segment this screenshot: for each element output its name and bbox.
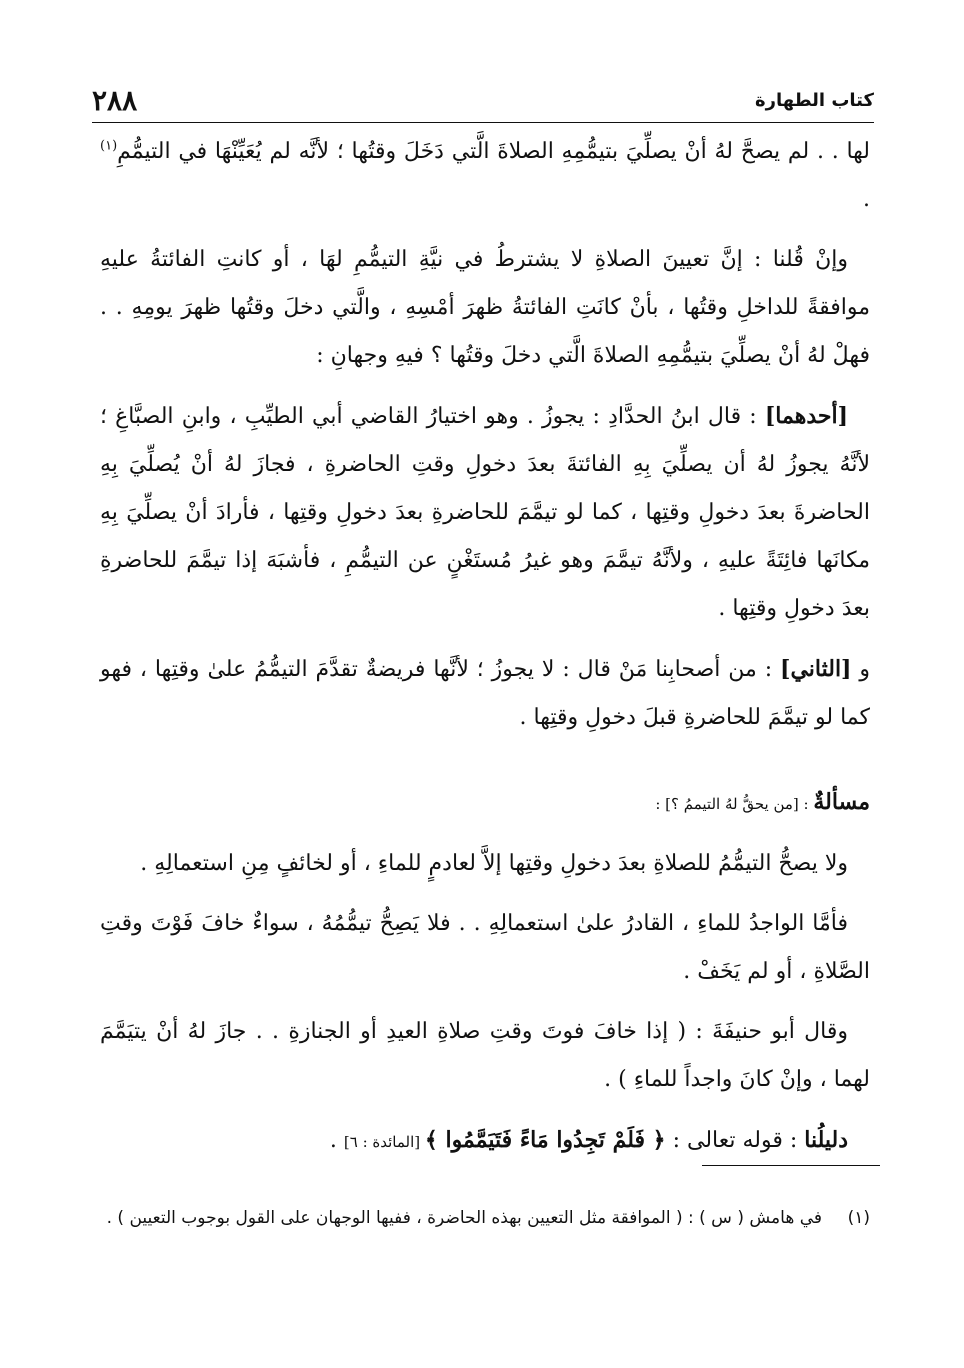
paragraph-9 <box>100 1116 870 1166</box>
book-title: كتاب الطهارة <box>754 90 874 111</box>
paragraph-7 <box>100 900 870 996</box>
paragraph-text: فأمَّا الواجدُ للماءِ ، القادرُ علىٰ استعمالِهِ . . فلا يَصِحُّ تيمُّمُهُ ، سواءٌ خافَ فَوْتَ وقتِ الصَّلاةِ ، أو لم يَخَفْ . <box>100 911 870 984</box>
footnote-marker: (١) <box>100 138 118 154</box>
issue-label: مسألةٌ <box>813 789 870 815</box>
main-text <box>100 128 870 1178</box>
paragraph-1 <box>100 128 870 224</box>
footnote-text: في هامش ( س ) : ( الموافقة مثل التعيين بهذه الحاضرة ، ففيها الوجهان على القول بوجوب التعيين ) . <box>106 1208 822 1228</box>
paragraph-prefix: و <box>851 657 870 682</box>
paragraph-3 <box>100 392 870 633</box>
page-header <box>92 84 874 123</box>
paragraph-8 <box>100 1008 870 1104</box>
paragraph-2 <box>100 236 870 380</box>
paragraph-end: . <box>329 1128 344 1153</box>
first-view-label: [أحدهما] <box>764 403 848 429</box>
footnote-divider <box>702 1165 880 1166</box>
paragraph-text: : قال ابنُ الحدَّادِ : يجوزُ . وهو اختيارُ القاضي أبي الطيِّبِ ، وابنِ الصبَّاغِ ؛ لأنَّهُ يجوزُ لهُ أن يصلِّيَ بِهِ الفائتةَ بعدَ دخولِ وقتِ الحاضرةِ ، فجازَ لهُ أنْ يُصلِّيَ بِهِ الحاضرةَ بعدَ دخولِ وقتِها ، كما لو تيمَّمَ للحاضرةِ بعدَ دخولِ وقتِها ، فأرادَ أنْ يصلِّيَ بِهِ مكانَها فائِتَةً عليهِ ، ولأنَّهُ تيمَّمَ وهو غيرُ مُستَغْنٍ عن التيمُّمِ ، فأشبَهَ إذا تيمَّمَ للحاضرةِ بعدَ دخولِ وقتِها . <box>100 404 870 621</box>
paragraph-text: : قوله تعالى : <box>665 1128 805 1153</box>
paragraph-end: . <box>863 187 870 212</box>
quran-verse: ﴿ فَلَمْ تَجِدُوا مَاءً فَتَيَمَّمُوا ﴾ <box>424 1127 666 1153</box>
second-view-label: [الثاني] <box>780 656 852 682</box>
verse-reference: [المائدة : ٦] <box>343 1133 425 1151</box>
issue-heading <box>100 778 870 828</box>
page-number: ٢٨٨ <box>92 84 138 117</box>
paragraph-4 <box>100 645 870 742</box>
paragraph-text: لها . . لم يصحَّ لهُ أنْ يصلِّيَ بتيمُّمِهِ الصلاةَ الَّتي دَخَلَ وقتُها ؛ لأنَّه لم يُعَيِّنْهَا في التيمُّمِ <box>117 139 870 164</box>
issue-title: : [من يحقُّ لهُ التيممُ ؟] : <box>655 795 814 813</box>
paragraph-text: ولا يصحُّ التيمُّمُ للصلاةِ بعدَ دخولِ وقتِها إلاَّ لعادمٍ للماءِ ، أو لخائفٍ مِنِ استعمالِهِ . <box>140 851 848 876</box>
evidence-label: دليلُنا <box>804 1127 848 1153</box>
paragraph-text: وقال أبو حنيفَةَ : ( إذا خافَ فوتَ وقتِ صلاةِ العيدِ أو الجنازةِ . . جازَ لهُ أنْ يتيَمَّمَ لهما ، وإنْ كانَ واجداً للماءِ ) . <box>100 1019 870 1092</box>
paragraph-text: وإنْ قُلنا : إنَّ تعيينَ الصلاةِ لا يشترطُ في نيَّةِ التيمُّمِ لهَا ، أو كانتِ الفائتةُ عليهِ موافقةً للداخلِ وقتُها ، بأنْ كانَتِ الفائتةُ ظهرَ أمْسِهِ ، والَّتي دخلَ وقتُها ظهرَ يومِهِ . . فهلْ لهُ أنْ يصلِّيَ بتيمُّمِهِ الصلاةَ الَّتي دخلَ وقتُها ؟ فيهِ وجهانِ : <box>100 247 870 368</box>
paragraph-text: : من أصحابِنا مَنْ قال : لا يجوزُ ؛ لأنَّها فريضةٌ تقدَّمَ التيمُّمُ علىٰ وقتِها ، فهو كما لو تيمَّمَ للحاضرةِ قبلَ دخولِ وقتِها . <box>100 657 870 730</box>
paragraph-6 <box>100 840 870 888</box>
footnote <box>100 1200 870 1236</box>
footnote-number: (١) <box>847 1208 870 1228</box>
